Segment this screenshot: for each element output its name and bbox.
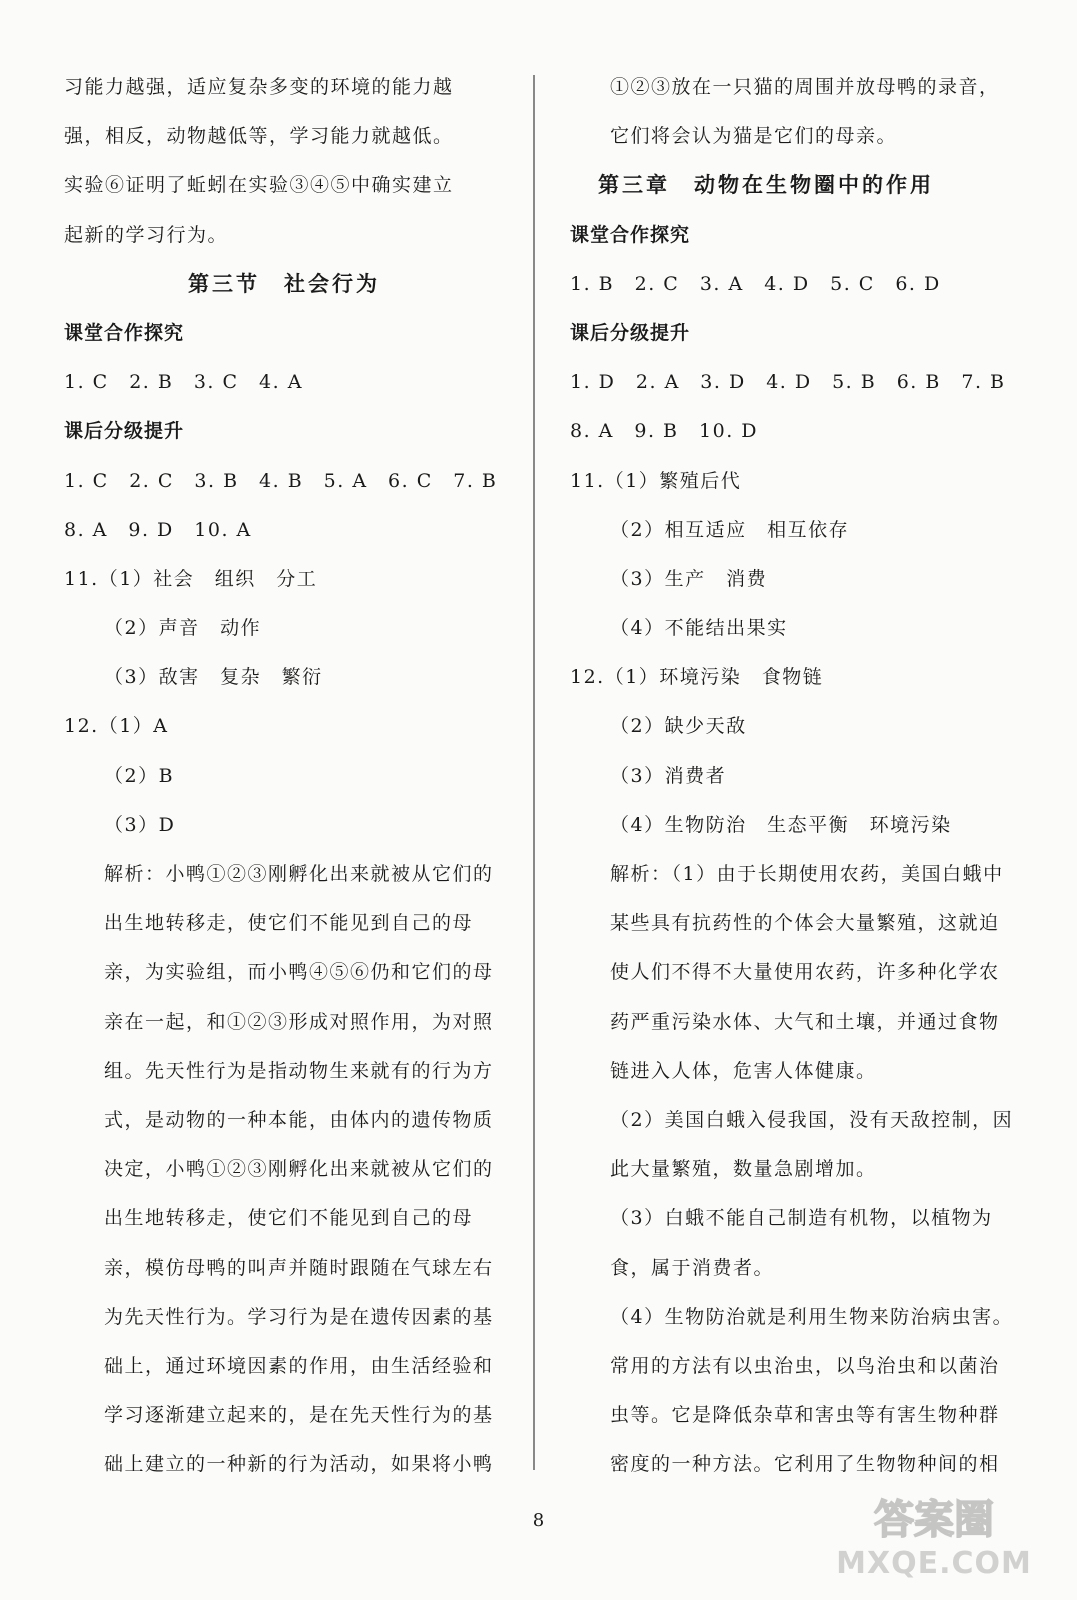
text-line: 习能力越强，适应复杂多变的环境的能力越: [64, 76, 454, 98]
after-class-heading: 课后分级提升: [64, 420, 185, 443]
analysis-line: 出生地转移走，使它们不能见到自己的母: [104, 1207, 474, 1230]
column-divider: [533, 75, 535, 1470]
classroom-answers: 1. B 2. C 3. A 4. D 5. C 6. D: [570, 272, 941, 295]
classroom-answers: 1. C 2. B 3. C 4. A: [64, 371, 303, 394]
analysis-line: 食，属于消费者。: [610, 1256, 775, 1279]
text-line: 实验⑥证明了蚯蚓在实验③④⑤中确实建立: [64, 174, 454, 197]
q12-answer: 12.（1）A: [64, 715, 169, 738]
analysis-line: 为先天性行为。学习行为是在遗传因素的基: [104, 1305, 494, 1328]
analysis-line: 解析：（1）由于长期使用农药，美国白蛾中: [610, 863, 1004, 885]
classroom-heading: 课堂合作探究: [64, 321, 185, 344]
analysis-line: 解析：小鸭①②③刚孵化出来就被从它们的: [104, 863, 494, 885]
analysis-line: 亲，模仿母鸭的叫声并随时跟随在气球左右: [104, 1256, 494, 1279]
watermark-bottom-text: MXQE.COM: [836, 1546, 1032, 1581]
q12-answer: （3）D: [104, 813, 176, 836]
watermark-logo: [812, 1487, 1057, 1582]
q12-answer: （4）生物防治 生态平衡 环境污染: [610, 813, 952, 836]
analysis-line: 础上，通过环境因素的作用，由生活经验和: [104, 1354, 494, 1377]
classroom-heading: 课堂合作探究: [570, 223, 691, 246]
watermark-top-text: 答案圈: [874, 1497, 994, 1543]
analysis-line: 出生地转移走，使它们不能见到自己的母: [104, 912, 474, 935]
analysis-line: 亲在一起，和①②③形成对照作用，为对照: [104, 1010, 494, 1033]
q12-answer: 12.（1）环境污染 食物链: [570, 666, 824, 689]
analysis-line: （4）生物防治就是利用生物来防治病虫害。: [610, 1305, 1014, 1328]
after-class-heading: 课后分级提升: [570, 321, 691, 344]
analysis-line: 此大量繁殖，数量急剧增加。: [610, 1158, 877, 1181]
analysis-line: 式，是动物的一种本能，由体内的遗传物质: [104, 1108, 494, 1131]
after-class-answers: 8. A 9. D 10. A: [64, 518, 252, 541]
after-class-answers: 8. A 9. B 10. D: [570, 420, 759, 443]
analysis-line: 常用的方法有以虫治虫，以鸟治虫和以菌治: [610, 1354, 1000, 1377]
analysis-line: 亲，为实验组，而小鸭④⑤⑥仍和它们的母: [104, 961, 494, 984]
analysis-line: 链进入人体，危害人体健康。: [610, 1059, 877, 1082]
analysis-line: 某些具有抗药性的个体会大量繁殖，这就迫: [610, 912, 1000, 935]
analysis-line: 药严重污染水体、大气和土壤，并通过食物: [610, 1010, 1000, 1033]
analysis-line: 础上建立的一种新的行为活动，如果将小鸭: [104, 1453, 494, 1476]
q11-answer: （4）不能结出果实: [610, 617, 788, 640]
q12-answer: （2）B: [104, 764, 175, 787]
analysis-line: 使人们不得不大量使用农药，许多种化学农: [610, 961, 1000, 984]
q12-answer: （3）消费者: [610, 764, 727, 787]
section-title: 第三节 社会行为: [188, 270, 380, 296]
q11-answer: （3）生产 消费: [610, 567, 768, 590]
analysis-line: 虫等。它是降低杂草和害虫等有害生物种群: [610, 1404, 1000, 1427]
left-column: [64, 72, 504, 1498]
page-number: 8: [532, 1510, 545, 1531]
q11-answer: （2）相互适应 相互依存: [610, 518, 850, 541]
after-class-answers: 1. C 2. C 3. B 4. B 5. A 6. C 7. B: [64, 469, 498, 492]
q11-answer: （3）敌害 复杂 繁衍: [104, 666, 323, 689]
chapter-title: 第三章 动物在生物圈中的作用: [598, 172, 934, 198]
text-line: 它们将会认为猫是它们的母亲。: [610, 125, 898, 148]
text-line: 起新的学习行为。: [64, 223, 229, 246]
analysis-line: （3）白蛾不能自己制造有机物，以植物为: [610, 1207, 993, 1230]
text-line: ①②③放在一只猫的周围并放母鸭的录音，: [610, 76, 1000, 98]
right-column: [570, 72, 1014, 1498]
analysis-line: 学习逐渐建立起来的，是在先天性行为的基: [104, 1404, 494, 1427]
text-line: 强，相反，动物越低等，学习能力就越低。: [64, 125, 454, 148]
q11-answer: 11.（1）社会 组织 分工: [64, 567, 318, 590]
analysis-line: 组。先天性行为是指动物生来就有的行为方: [104, 1059, 494, 1082]
q12-answer: （2）缺少天敌: [610, 715, 747, 738]
after-class-answers: 1. D 2. A 3. D 4. D 5. B 6. B 7. B: [570, 371, 1006, 394]
analysis-line: 决定，小鸭①②③刚孵化出来就被从它们的: [104, 1158, 494, 1181]
analysis-line: （2）美国白蛾入侵我国，没有天敌控制，因: [610, 1108, 1014, 1131]
q11-answer: 11.（1）繁殖后代: [570, 469, 742, 492]
q11-answer: （2）声音 动作: [104, 617, 262, 640]
analysis-line: 密度的一种方法。它利用了生物物种间的相: [610, 1453, 1000, 1476]
